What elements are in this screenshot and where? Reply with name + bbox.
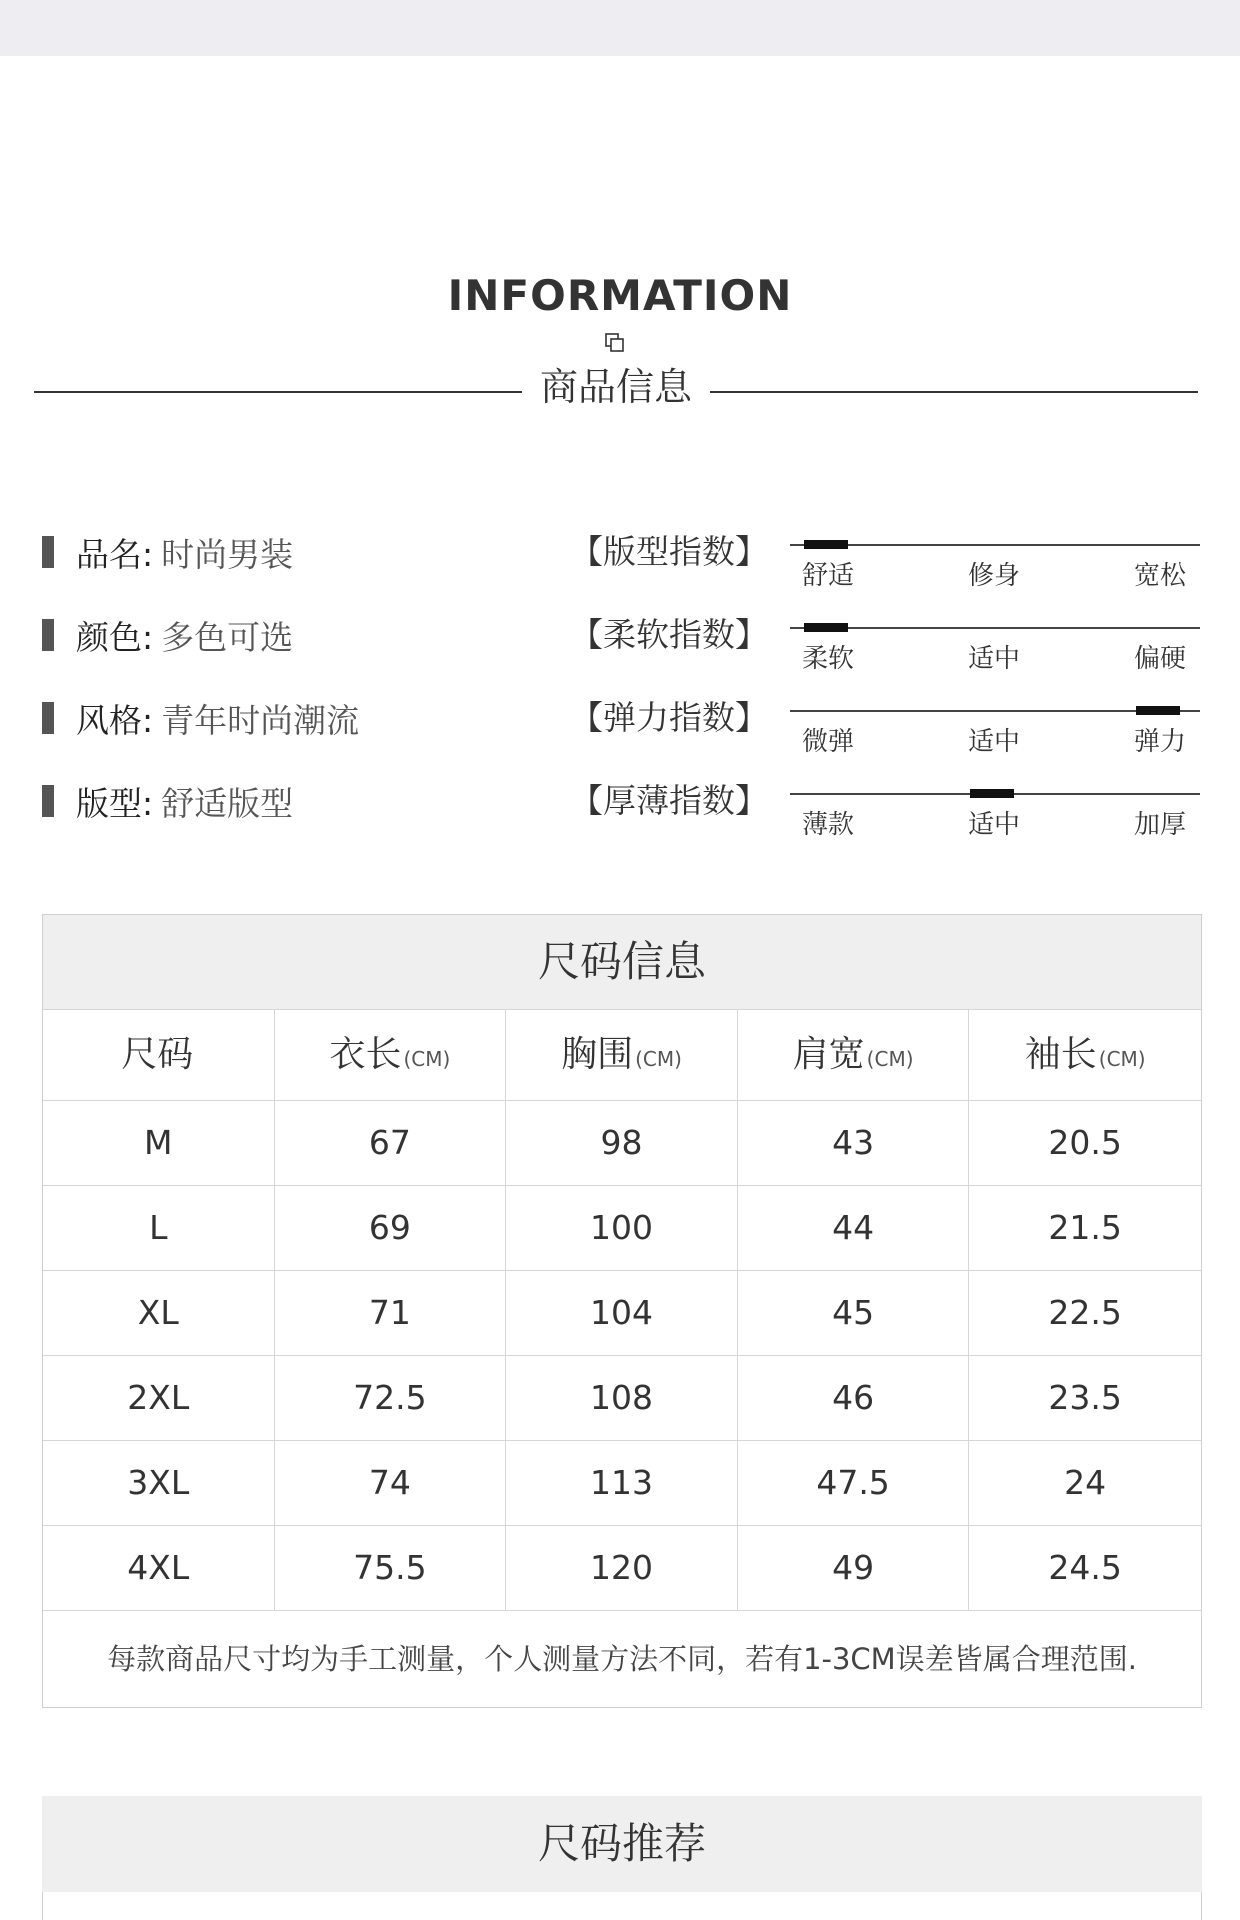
scale-line — [790, 627, 1200, 629]
size-table — [42, 914, 1202, 1708]
attribute-value: 时尚男装 — [161, 534, 294, 574]
scale-option: 加厚 — [1134, 810, 1187, 840]
scale-option: 舒适 — [802, 561, 855, 591]
table-cell: 98 — [506, 1101, 738, 1185]
attribute-label: 品名: — [76, 534, 154, 574]
column-name: 肩宽 — [792, 1034, 865, 1075]
table-cell: 45 — [738, 1271, 970, 1355]
column-header — [738, 1010, 970, 1100]
table-cell: 22.5 — [1048, 1293, 1122, 1332]
table-row — [43, 1271, 1201, 1356]
table-cell: 46 — [738, 1356, 970, 1440]
copy-icon — [604, 332, 626, 354]
table-cell: 108 — [506, 1356, 738, 1440]
size-table-title: 尺码信息 — [43, 915, 1201, 1010]
index-label-fit: 【版型指数】 — [570, 532, 768, 571]
index-scale-thickness — [790, 793, 1200, 853]
column-name: 胸围 — [561, 1034, 634, 1075]
divider-right — [710, 391, 1198, 393]
table-row — [43, 1441, 1201, 1526]
table-cell: 3XL — [43, 1441, 275, 1525]
table-cell: 23.5 — [1048, 1378, 1122, 1417]
attribute-value: 多色可选 — [161, 617, 294, 657]
table-cell: 104 — [506, 1271, 738, 1355]
column-unit: (CM) — [403, 1047, 451, 1071]
scale-option: 薄款 — [802, 810, 855, 840]
attribute-style — [42, 698, 359, 738]
index-label-thickness: 【厚薄指数】 — [570, 781, 768, 820]
scale-option: 适中 — [968, 727, 1021, 757]
index-scale-softness — [790, 627, 1200, 687]
heading-english: INFORMATION — [447, 271, 793, 320]
table-cell: 74 — [275, 1441, 507, 1525]
table-cell: 20.5 — [1048, 1123, 1122, 1162]
attribute-product-name — [42, 532, 293, 572]
column-name: 尺码 — [121, 1034, 194, 1075]
column-header — [969, 1010, 1201, 1100]
table-cell: L — [43, 1186, 275, 1270]
scale-option: 偏硬 — [1134, 644, 1187, 674]
table-cell: 120 — [506, 1526, 738, 1610]
table-cell: 43 — [738, 1101, 970, 1185]
table-cell: 67 — [275, 1101, 507, 1185]
scale-line — [790, 544, 1200, 546]
scale-marker — [804, 540, 848, 549]
table-cell: 4XL — [43, 1526, 275, 1610]
index-label-softness: 【柔软指数】 — [570, 615, 768, 654]
column-name: 衣长 — [329, 1034, 402, 1075]
table-cell: 72.5 — [275, 1356, 507, 1440]
attribute-label: 颜色: — [76, 617, 154, 657]
column-header — [506, 1010, 738, 1100]
table-row — [43, 1526, 1201, 1611]
table-cell: 2XL — [43, 1356, 275, 1440]
table-cell: 100 — [506, 1186, 738, 1270]
table-cell: 49 — [738, 1526, 970, 1610]
table-cell: 24 — [1064, 1463, 1107, 1502]
size-recommendation-body — [42, 1892, 1202, 1920]
table-cell: 69 — [275, 1186, 507, 1270]
size-recommendation-title: 尺码推荐 — [42, 1796, 1202, 1892]
section-heading — [0, 268, 1240, 324]
column-header — [275, 1010, 507, 1100]
table-cell: M — [43, 1101, 275, 1185]
table-cell: 47.5 — [738, 1441, 970, 1525]
scale-option: 柔软 — [802, 644, 855, 674]
scale-option: 弹力 — [1134, 727, 1187, 757]
index-scale-elasticity — [790, 710, 1200, 770]
bullet-marker — [42, 619, 54, 651]
table-cell: XL — [43, 1271, 275, 1355]
column-unit: (CM) — [1098, 1047, 1146, 1071]
table-row — [43, 1356, 1201, 1441]
heading-chinese-row — [0, 362, 1240, 412]
bullet-marker — [42, 536, 54, 568]
table-row — [43, 1101, 1201, 1186]
table-cell: 21.5 — [1048, 1208, 1122, 1247]
table-cell: 75.5 — [275, 1526, 507, 1610]
table-row — [43, 1186, 1201, 1271]
index-label-elasticity: 【弹力指数】 — [570, 698, 768, 737]
attribute-label: 风格: — [76, 700, 154, 740]
scale-marker — [1136, 706, 1180, 715]
scale-option: 适中 — [968, 810, 1021, 840]
attribute-value: 舒适版型 — [161, 783, 294, 823]
measurement-note: 每款商品尺寸均为手工测量，个人测量方法不同，若有1-3CM误差皆属合理范围. — [107, 1642, 1137, 1676]
index-scale-fit — [790, 544, 1200, 604]
column-unit: (CM) — [866, 1047, 914, 1071]
scale-marker — [804, 623, 848, 632]
scale-option: 微弹 — [802, 727, 855, 757]
divider-left — [34, 391, 522, 393]
bullet-marker — [42, 702, 54, 734]
attribute-label: 版型: — [76, 783, 154, 823]
column-name: 袖长 — [1024, 1034, 1097, 1075]
attribute-value: 青年时尚潮流 — [161, 700, 360, 740]
table-header-row — [43, 1010, 1201, 1101]
scale-marker — [970, 789, 1014, 798]
column-unit: (CM) — [635, 1047, 682, 1071]
scale-option: 宽松 — [1134, 561, 1187, 591]
table-cell: 24.5 — [1048, 1548, 1122, 1587]
heading-chinese: 商品信息 — [539, 365, 692, 409]
table-cell: 71 — [275, 1271, 507, 1355]
attribute-fit — [42, 781, 293, 821]
bullet-marker — [42, 785, 54, 817]
scale-option: 修身 — [968, 561, 1021, 591]
attribute-color — [42, 615, 293, 655]
table-cell: 44 — [738, 1186, 970, 1270]
table-cell: 113 — [506, 1441, 738, 1525]
column-header — [43, 1010, 275, 1100]
top-bar — [0, 0, 1240, 56]
scale-option: 适中 — [968, 644, 1021, 674]
